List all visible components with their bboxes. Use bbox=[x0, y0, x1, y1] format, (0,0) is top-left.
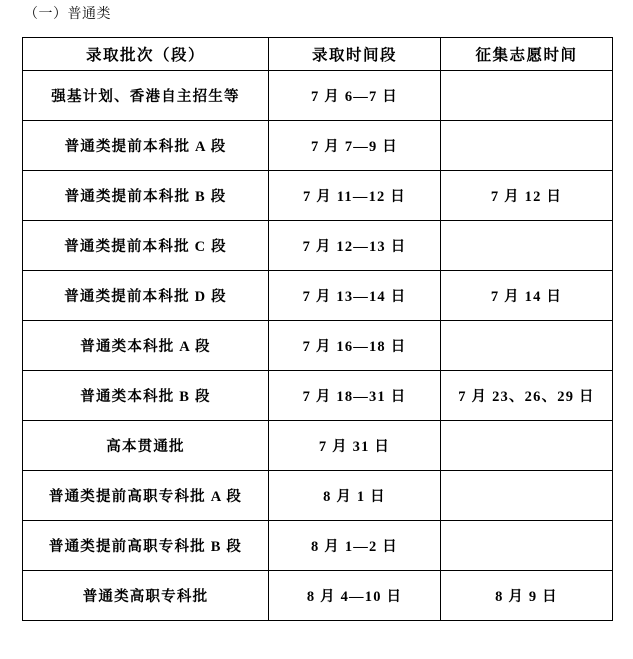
cell-collect bbox=[441, 321, 613, 371]
cell-batch: 强基计划、香港自主招生等 bbox=[23, 71, 269, 121]
column-header-batch: 录取批次（段） bbox=[23, 38, 269, 71]
column-header-collect: 征集志愿时间 bbox=[441, 38, 613, 71]
cell-period: 7 月 12—13 日 bbox=[269, 221, 441, 271]
table-row bbox=[23, 371, 613, 421]
cell-batch: 普通类本科批 A 段 bbox=[23, 321, 269, 371]
cell-collect: 7 月 14 日 bbox=[441, 271, 613, 321]
cell-batch: 普通类提前本科批 B 段 bbox=[23, 171, 269, 221]
cell-collect bbox=[441, 471, 613, 521]
cell-batch: 普通类提前高职专科批 B 段 bbox=[23, 521, 269, 571]
cell-period: 7 月 16—18 日 bbox=[269, 321, 441, 371]
cell-period: 7 月 31 日 bbox=[269, 421, 441, 471]
cell-collect bbox=[441, 71, 613, 121]
cell-batch: 普通类提前本科批 C 段 bbox=[23, 221, 269, 271]
schedule-table-container bbox=[22, 37, 612, 621]
cell-period: 7 月 11—12 日 bbox=[269, 171, 441, 221]
cell-period: 8 月 1 日 bbox=[269, 471, 441, 521]
table-row bbox=[23, 121, 613, 171]
cell-batch: 普通类提前高职专科批 A 段 bbox=[23, 471, 269, 521]
table-row bbox=[23, 571, 613, 621]
table-row bbox=[23, 71, 613, 121]
cell-period: 8 月 1—2 日 bbox=[269, 521, 441, 571]
cell-period: 7 月 13—14 日 bbox=[269, 271, 441, 321]
cell-collect: 8 月 9 日 bbox=[441, 571, 613, 621]
table-row bbox=[23, 521, 613, 571]
table-row bbox=[23, 171, 613, 221]
section-heading: （一）普通类 bbox=[24, 5, 111, 21]
cell-period: 7 月 18—31 日 bbox=[269, 371, 441, 421]
cell-collect bbox=[441, 221, 613, 271]
table-header-row bbox=[23, 38, 613, 71]
cell-batch: 普通类高职专科批 bbox=[23, 571, 269, 621]
cell-batch: 普通类本科批 B 段 bbox=[23, 371, 269, 421]
cell-batch: 普通类提前本科批 A 段 bbox=[23, 121, 269, 171]
cell-collect: 7 月 12 日 bbox=[441, 171, 613, 221]
cell-batch: 高本贯通批 bbox=[23, 421, 269, 471]
cell-collect bbox=[441, 521, 613, 571]
admission-schedule-table bbox=[22, 37, 613, 621]
table-row bbox=[23, 321, 613, 371]
cell-period: 7 月 7—9 日 bbox=[269, 121, 441, 171]
cell-batch: 普通类提前本科批 D 段 bbox=[23, 271, 269, 321]
cell-period: 7 月 6—7 日 bbox=[269, 71, 441, 121]
table-row bbox=[23, 471, 613, 521]
table-row bbox=[23, 221, 613, 271]
table-row bbox=[23, 421, 613, 471]
cell-collect bbox=[441, 121, 613, 171]
table-row bbox=[23, 271, 613, 321]
cell-collect: 7 月 23、26、29 日 bbox=[441, 371, 613, 421]
cell-period: 8 月 4—10 日 bbox=[269, 571, 441, 621]
cell-collect bbox=[441, 421, 613, 471]
column-header-period: 录取时间段 bbox=[269, 38, 441, 71]
